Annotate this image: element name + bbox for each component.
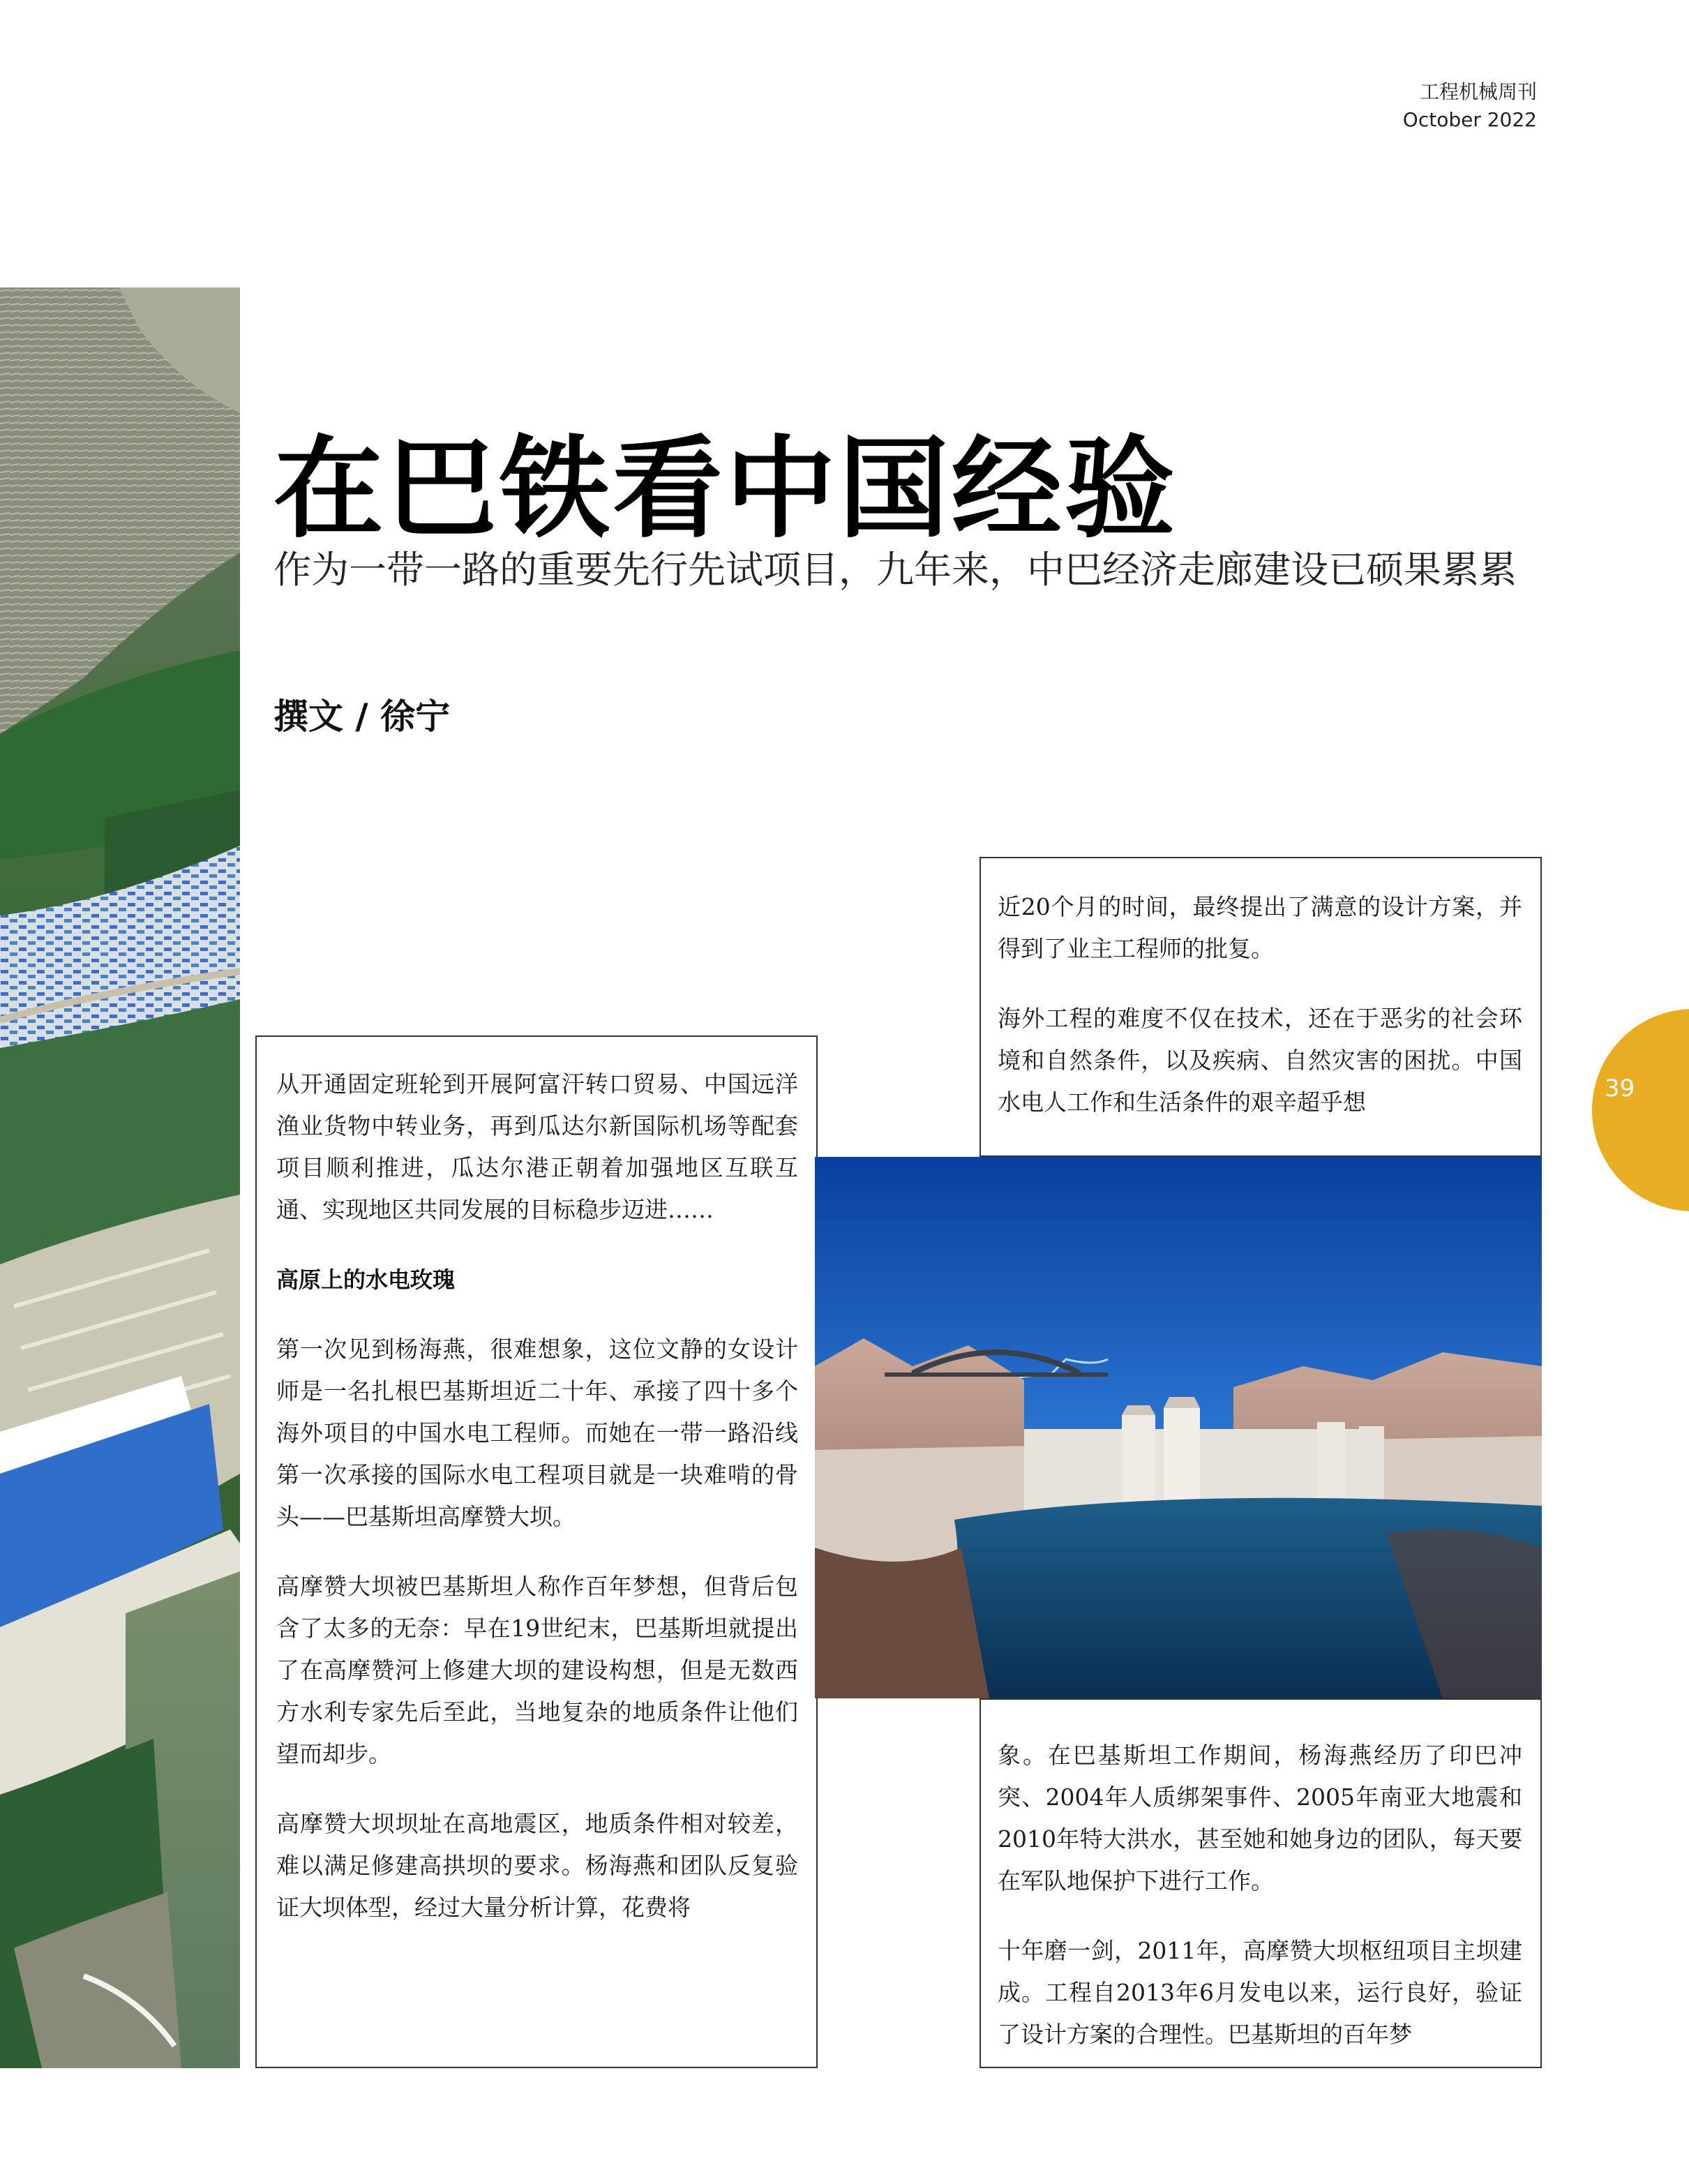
article-subtitle: 作为一带一路的重要先行先试项目，九年来，中巴经济走廊建设已硕果累累 xyxy=(273,548,1517,592)
issue-date: October 2022 xyxy=(1402,108,1537,131)
running-header xyxy=(1403,78,1537,134)
article-title: 在巴铁看中国经验 xyxy=(273,424,1178,553)
text-column-right-top xyxy=(979,857,1542,1157)
section-heading: 高原上的水电玫瑰 xyxy=(276,1266,456,1293)
paragraph: 近20个月的时间，最终提出了满意的设计方案，并得到了业主工程师的批复。 xyxy=(998,893,1522,962)
text-column-left xyxy=(255,1035,818,2068)
dam-reservoir-photo xyxy=(815,1157,1542,1698)
text-column-right-bottom xyxy=(979,1698,1542,2068)
paragraph: 象。在巴基斯坦工作期间，杨海燕经历了印巴冲突、2004年人质绑架事件、2005年南亚大地震和2010年特大洪水，甚至她和她身边的团队，每天要在军队地保护下进行工作。 xyxy=(998,1742,1522,1894)
page-number-tab xyxy=(1592,1009,1689,1211)
publication-name: 工程机械周刊 xyxy=(1419,80,1537,103)
paragraph: 高摩赞大坝坝址在高地震区，地质条件相对较差，难以满足修建高拱坝的要求。杨海燕和团队反复验证大坝体型，经过大量分析计算，花费将 xyxy=(276,1810,798,1921)
paragraph: 第一次见到杨海燕，很难想象，这位文静的女设计师是一名扎根巴基斯坦近二十年、承接了四十多个海外项目的中国水电工程师。而她在一带一路沿线第一次承接的国际水电工程项目就是一块难啃的骨头——巴基斯坦高摩赞大坝。 xyxy=(276,1336,798,1530)
aerial-construction-photo xyxy=(0,287,240,2068)
page-number: 39 xyxy=(1605,1075,1635,1102)
paragraph: 十年磨一剑，2011年，高摩赞大坝枢纽项目主坝建成。工程自2013年6月发电以来，运行良好，验证了设计方案的合理性。巴基斯坦的百年梦 xyxy=(998,1937,1522,2048)
article-byline: 撰文 / 徐宁 xyxy=(273,696,451,737)
paragraph: 从开通固定班轮到开展阿富汗转口贸易、中国远洋渔业货物中转业务，再到瓜达尔新国际机场等配套项目顺利推进，瓜达尔港正朝着加强地区互联互通、实现地区共同发展的目标稳步迈进…… xyxy=(276,1070,798,1223)
paragraph: 高摩赞大坝被巴基斯坦人称作百年梦想，但背后包含了太多的无奈：早在19世纪末，巴基斯坦就提出了在高摩赞河上修建大坝的建设构想，但是无数西方水利专家先后至此，当地复杂的地质条件让他们望而却步。 xyxy=(276,1573,798,1767)
paragraph: 海外工程的难度不仅在技术，还在于恶劣的社会环境和自然条件，以及疾病、自然灾害的困扰。中国水电人工作和生活条件的艰辛超乎想 xyxy=(998,1005,1522,1116)
